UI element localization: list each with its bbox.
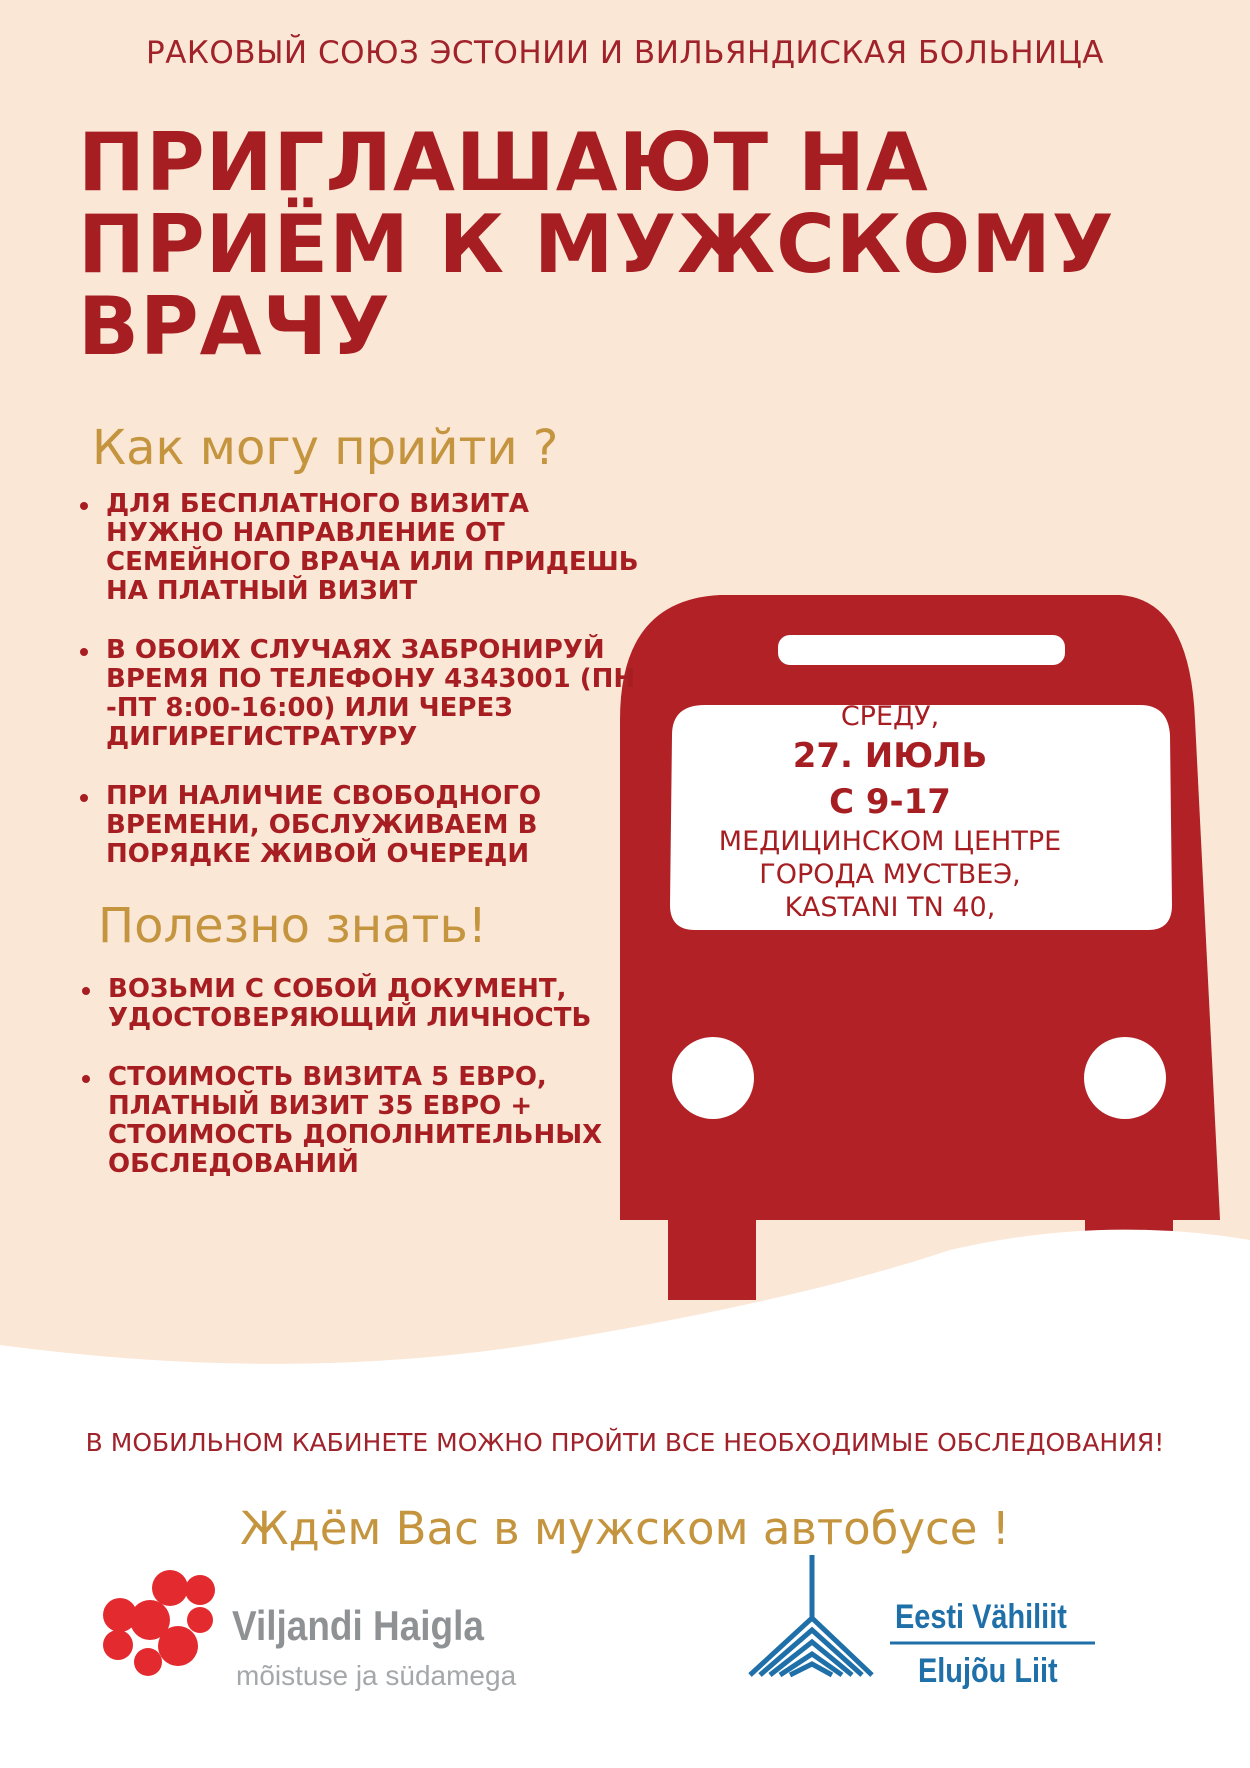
headline-line-3: ВРАЧУ [78, 280, 391, 373]
headline-line-2: ПРИЁМ К МУЖСКОМУ [78, 198, 1115, 291]
bus-headlight-right [1084, 1037, 1166, 1119]
headline-line-1: ПРИГЛАШАЮТ НА [78, 116, 929, 209]
event-address: KASTANI TN 40, [784, 892, 996, 923]
list-item: СТОИМОСТЬ ВИЗИТА 5 ЕВРО, ПЛАТНЫЙ ВИЗИТ 35 ЕВРО + СТОИМОСТЬ ДОПОЛНИТЕЛЬНЫХ ОБСЛЕДОВАНИЙ [82, 1063, 637, 1179]
bus-headlight-left [672, 1037, 754, 1119]
list-item: ДЛЯ БЕСПЛАТНОГО ВИЗИТА НУЖНО НАПРАВЛЕНИЕ ОТ СЕМЕЙНОГО ВРАЧА ИЛИ ПРИДЕШЬ НА ПЛАТНЫЙ ВИЗИТ [80, 490, 640, 606]
evl-logo-line2: Elujõu Liit [918, 1652, 1058, 1690]
good-to-know-title: Полезно знать! [98, 898, 488, 954]
how-to-come-title: Как могу прийти ? [92, 420, 559, 476]
bus-wheel-left [668, 1190, 756, 1300]
list-item: ВОЗЬМИ С СОБОЙ ДОКУМЕНТ, УДОСТОВЕРЯЮЩИЙ ЛИЧНОСТЬ [82, 975, 637, 1033]
footer-notice: В МОБИЛЬНОМ КАБИНЕТЕ МОЖНО ПРОЙТИ ВСЕ НЕОБХОДИМЫЕ ОБСЛЕДОВАНИЯ! [85, 1428, 1165, 1457]
viljandi-logo-name: Viljandi Haigla [232, 1602, 484, 1649]
good-to-know-list [82, 975, 637, 1179]
event-place-2: ГОРОДА МУСТВЕЭ, [759, 859, 1021, 890]
event-place-1: МЕДИЦИНСКОМ ЦЕНТРЕ [718, 826, 1062, 857]
organizers-subtitle: РАКОВЫЙ СОЮЗ ЭСТОНИИ И ВИЛЬЯНДИСКАЯ БОЛЬНИЦА [146, 35, 1104, 71]
viljandi-logo-slogan: mõistuse ja südamega [236, 1660, 517, 1691]
list-item: ПРИ НАЛИЧИЕ СВОБОДНОГО ВРЕМЕНИ, ОБСЛУЖИВАЕМ В ПОРЯДКЕ ЖИВОЙ ОЧЕРЕДИ [80, 782, 640, 869]
how-to-come-list [80, 490, 640, 869]
bus-top-sign [778, 635, 1065, 665]
white-wave [0, 1230, 1250, 1768]
headline [78, 116, 1115, 373]
evl-logo-line1: Eesti Vähiliit [895, 1598, 1067, 1636]
event-day: СРЕДУ, [840, 701, 940, 732]
footer-welcome: Ждём Вас в мужском автобусе ! [240, 1502, 1010, 1555]
list-item: В ОБОИХ СЛУЧАЯХ ЗАБРОНИРУЙ ВРЕМЯ ПО ТЕЛЕФОНУ 4343001 (ПН -ПТ 8:00-16:00) ИЛИ ЧЕРЕЗ ДИГИРЕГИСТРАТУРУ [80, 636, 640, 752]
event-date: 27. ИЮЛЬ [792, 736, 988, 776]
bus-window-text [680, 700, 1100, 924]
event-time: С 9-17 [829, 782, 951, 822]
